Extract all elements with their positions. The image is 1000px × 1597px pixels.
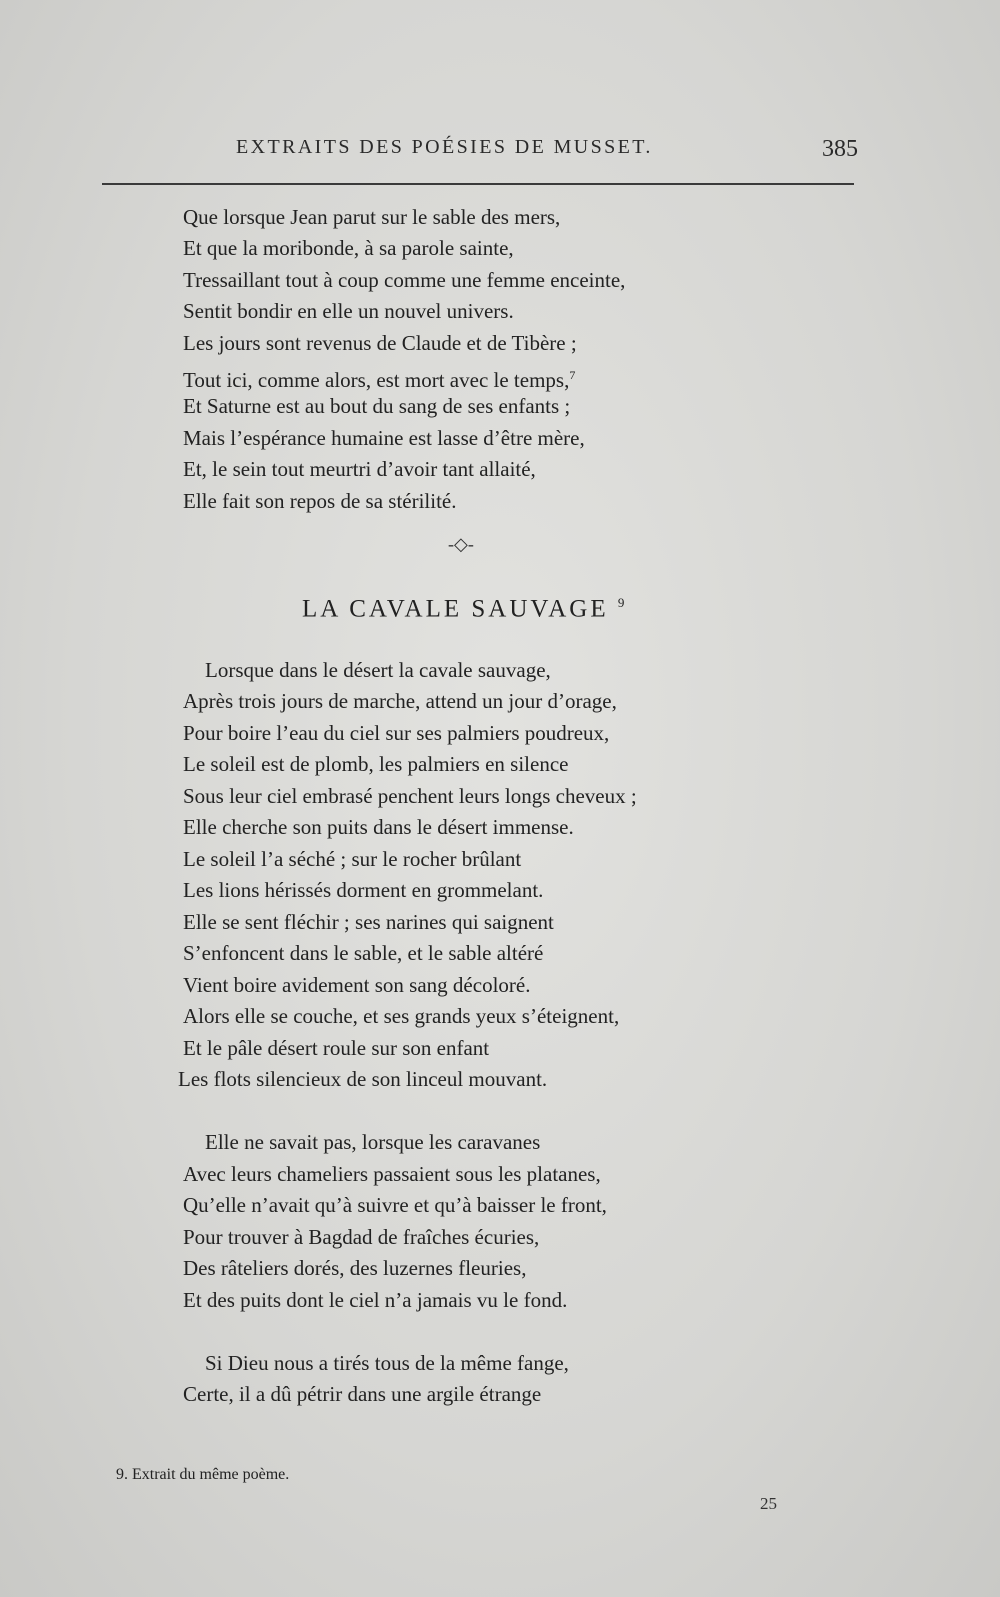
verse-line: Avec leurs chameliers passaient sous les platanes, — [183, 1162, 601, 1186]
verse-line: Les jours sont revenus de Claude et de Tibère ; — [183, 331, 577, 355]
verse-line: Et, le sein tout meurtri d’avoir tant allaité, — [183, 457, 536, 481]
poem-title — [302, 595, 624, 623]
signature-mark: 25 — [760, 1494, 777, 1513]
note-reference: 7 — [569, 368, 576, 382]
verse-line: Vient boire avidement son sang décoloré. — [183, 973, 531, 997]
verse-line: Si Dieu nous a tirés tous de la même fange, — [205, 1351, 569, 1375]
verse-line: Et le pâle désert roule sur son enfant — [183, 1036, 490, 1060]
verse-line: Elle ne savait pas, lorsque les caravanes — [205, 1130, 541, 1154]
verse-line: S’enfoncent dans le sable, et le sable altéré — [183, 941, 544, 965]
verse-line: Le soleil l’a séché ; sur le rocher brûlant — [183, 847, 522, 871]
verse-line: Sentit bondir en elle un nouvel univers. — [183, 299, 514, 323]
verse-line — [183, 362, 575, 393]
verse-line: Les lions hérissés dorment en grommelant. — [183, 878, 544, 902]
verse-line: Le soleil est de plomb, les palmiers en silence — [183, 752, 569, 776]
verse-line: Certe, il a dû pétrir dans une argile étrange — [183, 1382, 542, 1406]
verse-line: Et que la moribonde, à sa parole sainte, — [183, 236, 514, 260]
verse-text: Tout ici, comme alors, est mort avec le temps, — [183, 368, 570, 392]
verse-line: Sous leur ciel embrasé penchent leurs longs cheveux ; — [183, 784, 637, 808]
footnote: 9. Extrait du même poème. — [116, 1466, 290, 1483]
poem-title-text: LA CAVALE SAUVAGE — [302, 595, 609, 623]
verse-line: Elle cherche son puits dans le désert immense. — [183, 815, 574, 839]
page-number: 385 — [822, 136, 858, 162]
verse-line: Lorsque dans le désert la cavale sauvage, — [205, 658, 551, 682]
verse-line: Tressaillant tout à coup comme une femme enceinte, — [183, 268, 626, 292]
verse-line: Mais l’espérance humaine est lasse d’être mère, — [183, 426, 585, 450]
verse-line: Et Saturne est au bout du sang de ses enfants ; — [183, 394, 571, 418]
verse-line: Elle se sent fléchir ; ses narines qui saignent — [183, 910, 554, 934]
verse-line: Des râteliers dorés, des luzernes fleuries, — [183, 1256, 527, 1280]
verse-line: Qu’elle n’avait qu’à suivre et qu’à baisser le front, — [183, 1193, 607, 1217]
verse-line: Elle fait son repos de sa stérilité. — [183, 489, 457, 513]
verse-line: Que lorsque Jean parut sur le sable des mers, — [183, 205, 561, 229]
verse-line: Pour trouver à Bagdad de fraîches écuries, — [183, 1225, 540, 1249]
section-ornament: -◇- — [448, 534, 474, 554]
verse-line: Et des puits dont le ciel n’a jamais vu le fond. — [183, 1288, 568, 1312]
title-note-reference: 9 — [617, 595, 625, 610]
running-title: EXTRAITS DES POÉSIES DE MUSSET. — [236, 136, 653, 158]
verse-line: Alors elle se couche, et ses grands yeux s’éteignent, — [183, 1004, 620, 1028]
verse-line: Pour boire l’eau du ciel sur ses palmiers poudreux, — [183, 721, 610, 745]
header-rule — [102, 183, 854, 185]
verse-line: Les flots silencieux de son linceul mouvant. — [178, 1067, 548, 1091]
verse-line: Après trois jours de marche, attend un jour d’orage, — [183, 689, 617, 713]
